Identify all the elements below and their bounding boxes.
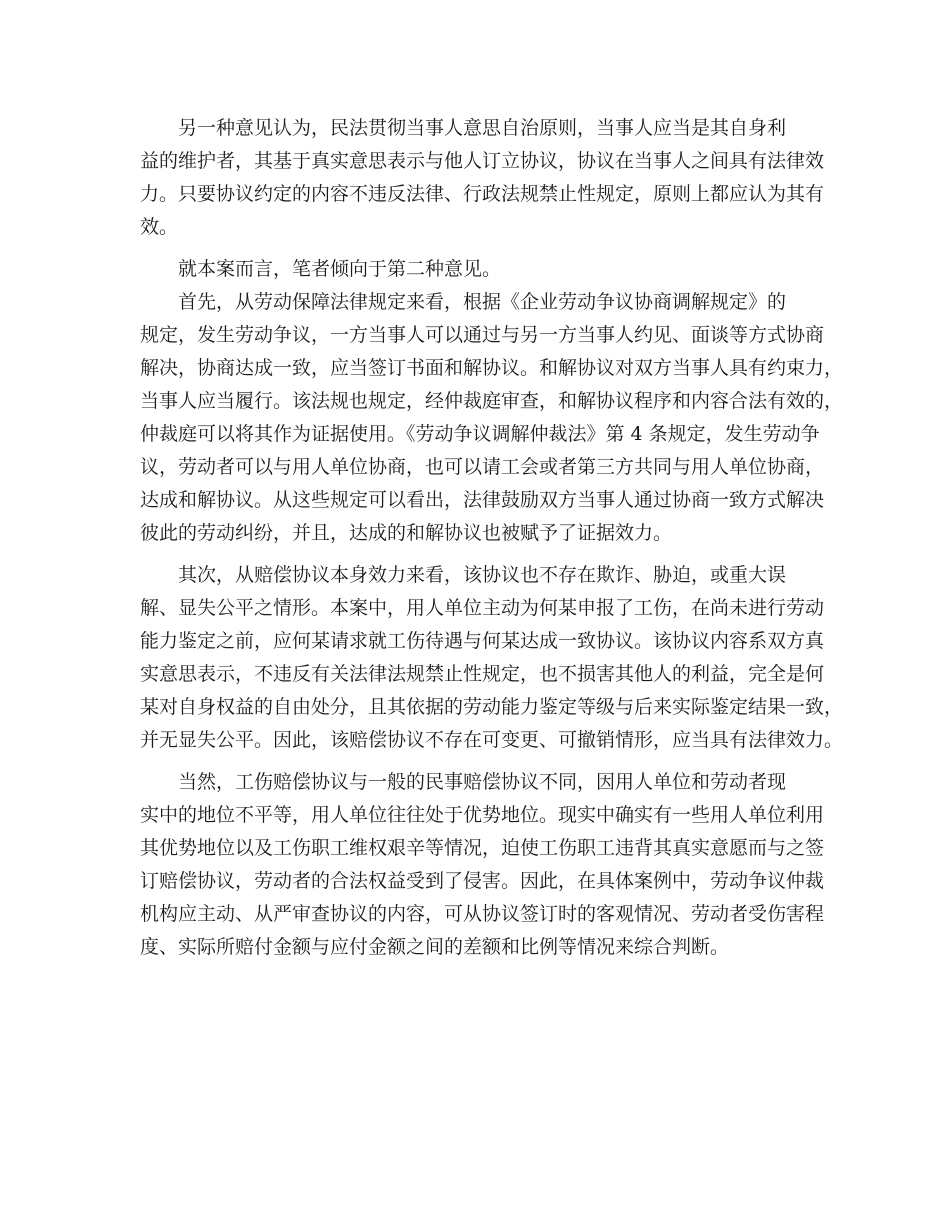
text-line: 实中的地位不平等，用人单位往往处于优势地位。现实中确实有一些用人单位利用 xyxy=(140,804,825,826)
text-line: 另一种意见认为，民法贯彻当事人意思自治原则，当事人应当是其自身利 xyxy=(178,117,787,139)
text-line: 效。 xyxy=(140,216,179,238)
text-line: 当然，工伤赔偿协议与一般的民事赔偿协议不同，因用人单位和劳动者现 xyxy=(178,771,787,793)
text-line: 其优势地位以及工伤职工维权艰辛等情况，迫使工伤职工违背其真实意愿而与之签 xyxy=(140,837,825,859)
text-line: 仲裁庭可以将其作为证据使用。《劳动争议调解仲裁法》第 4 条规定，发生劳动争 xyxy=(140,423,820,445)
text-line: 议，劳动者可以与用人单位协商，也可以请工会或者第三方共同与用人单位协商， xyxy=(140,456,825,478)
text-line: 解、显失公平之情形。本案中，用人单位主动为何某申报了工伤，在尚未进行劳动 xyxy=(140,597,825,619)
text-line: 首先，从劳动保障法律规定来看，根据《企业劳动争议协商调解规定》的 xyxy=(178,291,787,313)
text-line: 解决，协商达成一致，应当签订书面和解协议。和解协议对双方当事人具有约束力， xyxy=(140,357,844,379)
text-line: 当事人应当履行。该法规也规定，经仲裁庭审查，和解协议程序和内容合法有效的， xyxy=(140,390,844,412)
text-line: 彼此的劳动纠纷，并且，达成的和解协议也被赋予了证据效力。 xyxy=(140,522,673,544)
text-line: 规定，发生劳动争议，一方当事人可以通过与另一方当事人约见、面谈等方式协商 xyxy=(140,324,825,346)
text-line: 某对自身权益的自由处分，且其依据的劳动能力鉴定等级与后来实际鉴定结果一致， xyxy=(140,696,844,718)
paragraph-4 xyxy=(140,559,844,757)
paragraph-1 xyxy=(140,112,825,244)
text-line: 就本案而言，笔者倾向于第二种意见。 xyxy=(178,258,502,280)
text-line: 订赔偿协议，劳动者的合法权益受到了侵害。因此，在具体案例中，劳动争议仲裁 xyxy=(140,870,825,892)
paragraph-2 xyxy=(140,253,820,286)
text-line: 度、实际所赔付金额与应付金额之间的差额和比例等情况来综合判断。 xyxy=(140,936,730,958)
text-line: 力。只要协议约定的内容不违反法律、行政法规禁止性规定，原则上都应认为其有 xyxy=(140,183,825,205)
document-body xyxy=(140,112,844,964)
text-line: 其次，从赔偿协议本身效力来看，该协议也不存在欺诈、胁迫，或重大误 xyxy=(178,564,787,586)
text-line: 实意思表示，不违反有关法律法规禁止性规定，也不损害其他人的利益，完全是何 xyxy=(140,663,825,685)
text-line: 能力鉴定之前，应何某请求就工伤待遇与何某达成一致协议。该协议内容系双方真 xyxy=(140,630,825,652)
text-line: 并无显失公平。因此，该赔偿协议不存在可变更、可撤销情形，应当具有法律效力。 xyxy=(140,729,844,751)
text-line: 达成和解协议。从这些规定可以看出，法律鼓励双方当事人通过协商一致方式解决 xyxy=(140,489,825,511)
text-line: 机构应主动、从严审查协议的内容，可从协议签订时的客观情况、劳动者受伤害程 xyxy=(140,903,825,925)
text-line: 益的维护者，其基于真实意思表示与他人订立协议，协议在当事人之间具有法律效 xyxy=(140,150,825,172)
paragraph-3 xyxy=(140,286,844,550)
paragraph-5 xyxy=(140,766,825,964)
